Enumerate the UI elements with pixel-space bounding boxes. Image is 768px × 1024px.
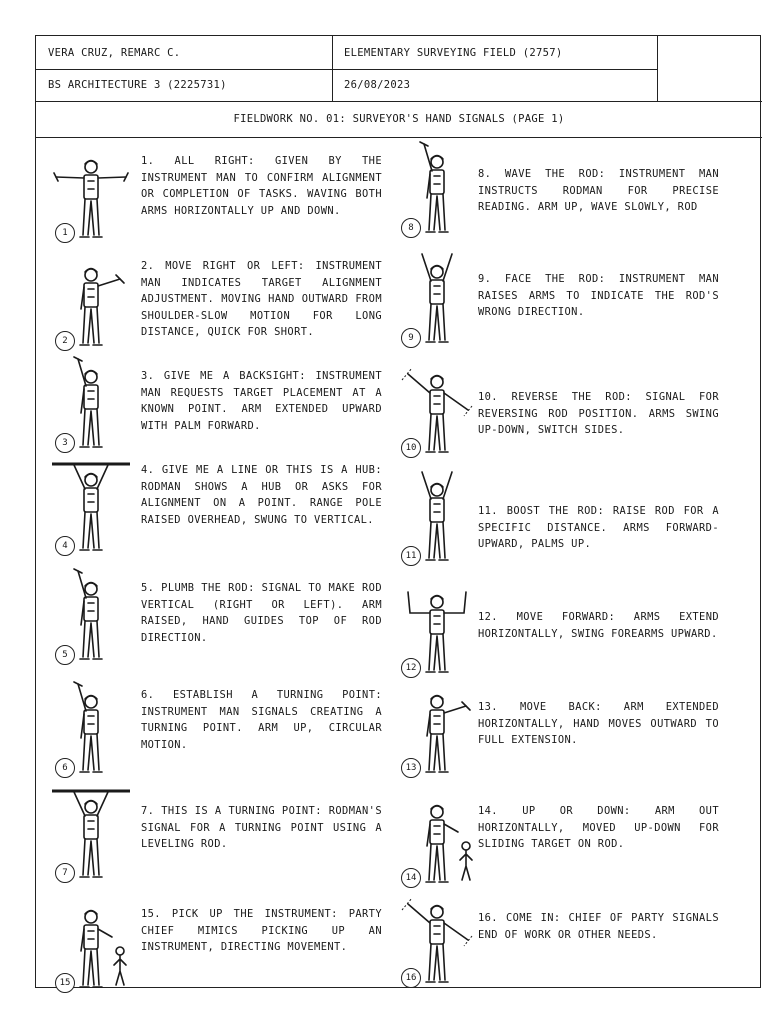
signal-number-badge: 4 [55,536,75,556]
signal-number-badge: 16 [401,968,421,988]
signal-description: 4. GIVE ME A LINE OR THIS IS A HUB: RODMAN SHOWS A HUB OR ASKS FOR ALIGNMENT ON A POINT. RANGE POLE RAISED OVERHEAD, SWUNG TO VERTICAL. [141,464,382,526]
student-name: VERA CRUZ, REMARC C. [48,46,181,59]
signal-number-badge: 5 [55,645,75,665]
signal-description: 6. ESTABLISH A TURNING POINT: INSTRUMENT MAN SIGNALS CREATING A TURNING POINT. ARM UP, CIRCULAR MOTION. [141,689,382,751]
signal-description: 14. UP OR DOWN: ARM OUT HORIZONTALLY, MOVED UP-DOWN FOR SLIDING TARGET ON ROD. [478,805,719,851]
signal-number-badge: 6 [55,758,75,778]
signal-number-badge: 8 [401,218,421,238]
program: BS ARCHITECTURE 3 (2225731) [48,79,227,91]
signal-number-badge: 15 [55,973,75,993]
signal-description: 5. PLUMB THE ROD: SIGNAL TO MAKE ROD VERTICAL (RIGHT OR LEFT). ARM RAISED, HAND GUIDES TOP OF ROD DIRECTION. [141,582,382,644]
signal-description: 7. THIS IS A TURNING POINT: RODMAN'S SIGNAL FOR A TURNING POINT USING A LEVELING ROD. [141,805,382,851]
signal-description: 16. COME IN: CHIEF OF PARTY SIGNALS END OF WORK OR OTHER NEEDS. [478,912,719,941]
signal-description: 9. FACE THE ROD: INSTRUMENT MAN RAISES ARMS TO INDICATE THE ROD'S WRONG DIRECTION. [478,273,719,319]
signal-description: 10. REVERSE THE ROD: SIGNAL FOR REVERSING ROD POSITION. ARMS SWING UP-DOWN, SWITCH SIDES. [478,391,719,437]
signal-number-badge: 14 [401,868,421,888]
signal-description: 15. PICK UP THE INSTRUMENT: PARTY CHIEF MIMICS PICKING UP AN INSTRUMENT, DIRECTING MOVEMENT. [141,908,382,954]
signal-number-badge: 2 [55,331,75,351]
signal-description: 11. BOOST THE ROD: RAISE ROD FOR A SPECIFIC DISTANCE. ARMS FORWARD-UPWARD, PALMS UP. [478,505,719,551]
signal-description: 12. MOVE FORWARD: ARMS EXTEND HORIZONTALLY, SWING FOREARMS UPWARD. [478,611,719,640]
signal-number-badge: 1 [55,223,75,243]
signal-number-badge: 12 [401,658,421,678]
signal-number-badge: 7 [55,863,75,883]
date: 26/08/2023 [344,79,411,91]
title-divider [36,137,762,138]
header-divider [36,69,657,70]
page-title: FIELDWORK NO. 01: SURVEYOR'S HAND SIGNALS (PAGE 1) [233,113,565,125]
signal-number-badge: 3 [55,433,75,453]
signal-description: 1. ALL RIGHT: GIVEN BY THE INSTRUMENT MAN TO CONFIRM ALIGNMENT OR COMPLETION OF TASKS. WAVING BOTH ARMS HORIZONTALLY UP AND DOWN. [141,155,382,217]
signal-number-badge: 13 [401,758,421,778]
course-title: ELEMENTARY SURVEYING FIELD (2757) [344,46,563,59]
header-divider [657,36,658,101]
signal-number-badge: 9 [401,328,421,348]
signal-description: 2. MOVE RIGHT OR LEFT: INSTRUMENT MAN INDICATES TARGET ALIGNMENT ADJUSTMENT. MOVING HAND OUTWARD FROM SHOULDER-SLOW MOTION FOR LONG DISTANCE, QUICK FOR SHORT. [141,260,382,339]
signal-description: 13. MOVE BACK: ARM EXTENDED HORIZONTALLY, HAND MOVES OUTWARD TO FULL EXTENSION. [478,701,719,747]
signal-description: 3. GIVE ME A BACKSIGHT: INSTRUMENT MAN REQUESTS TARGET PLACEMENT AT A KNOWN POINT. ARM EXTENDED UPWARD WITH PALM FORWARD. [141,370,382,432]
signal-description: 8. WAVE THE ROD: INSTRUMENT MAN INSTRUCTS RODMAN FOR PRECISE READING. ARM UP, WAVE SLOWLY, ROD [478,168,719,214]
signal-number-badge: 10 [401,438,421,458]
signal-number-badge: 11 [401,546,421,566]
